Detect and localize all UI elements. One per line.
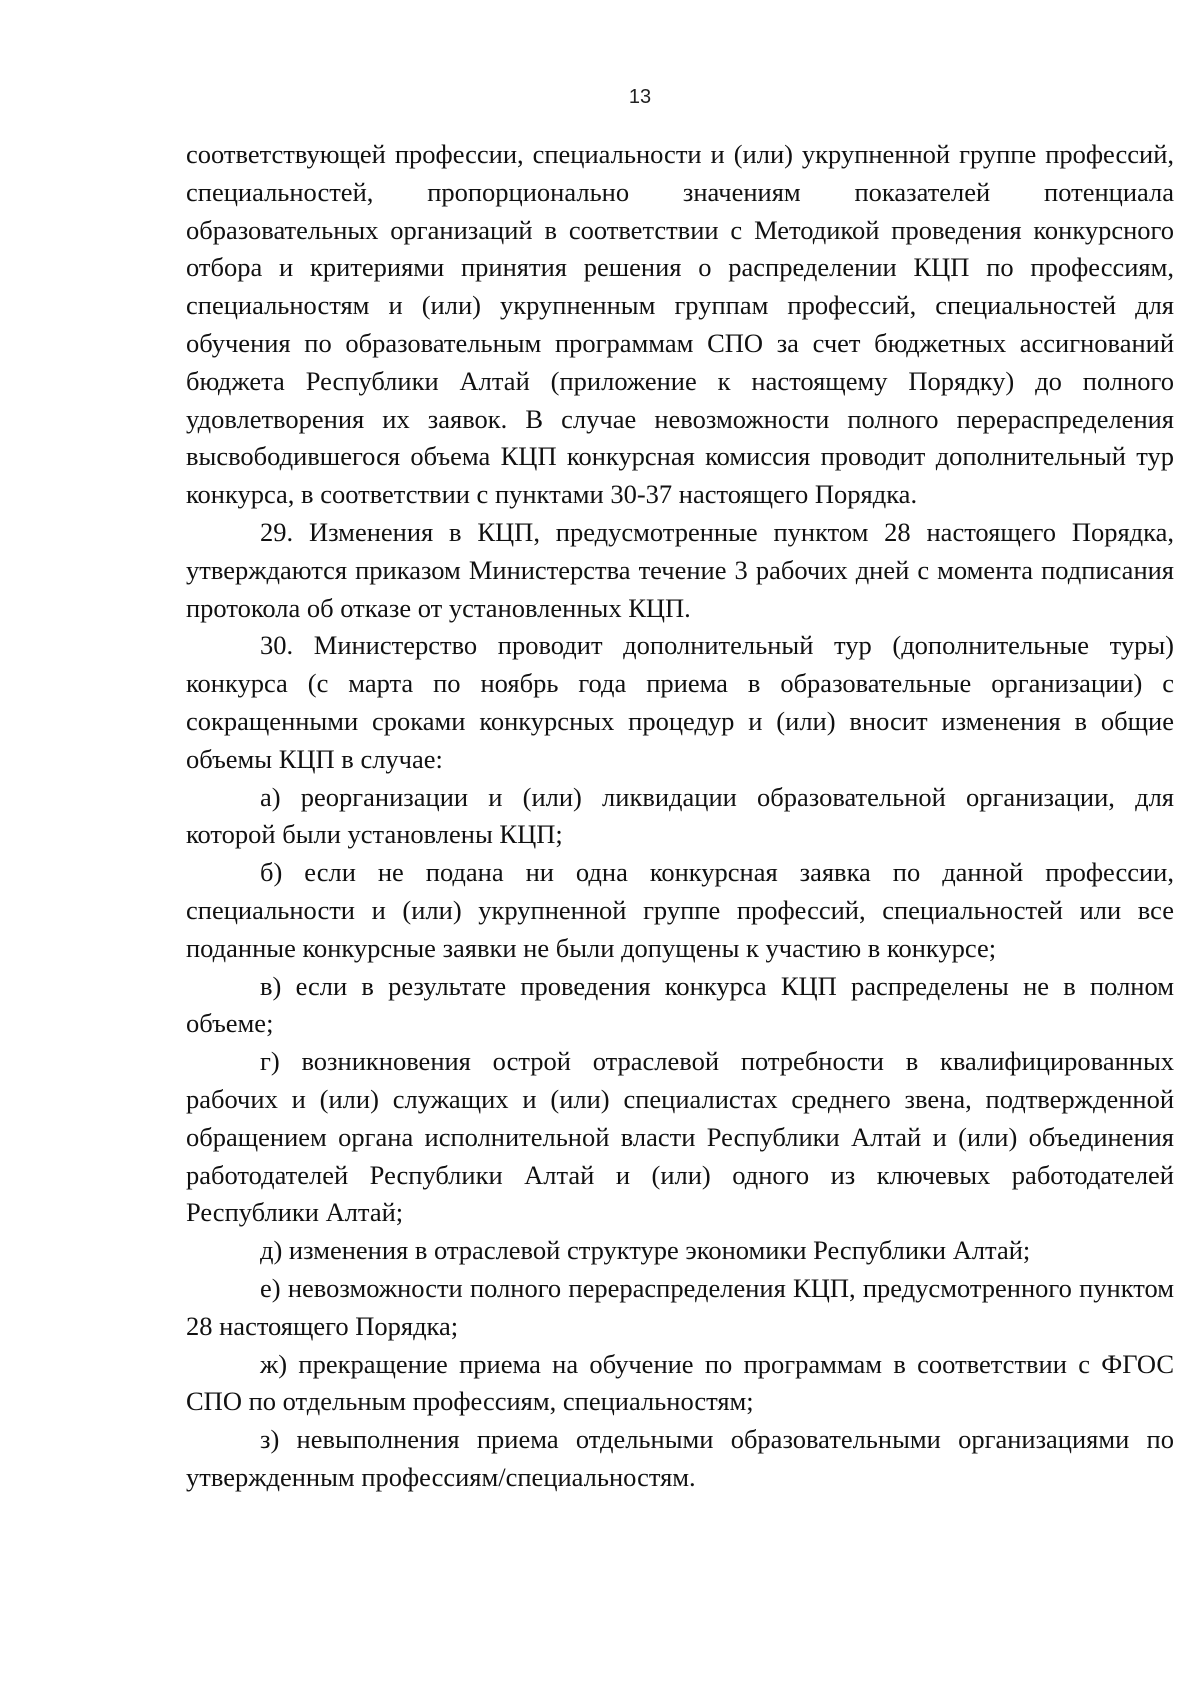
- subitem-a: а) реорганизации и (или) ликвидации образовательной организации, для которой были установлены КЦП;: [186, 781, 1174, 850]
- subitem-d: д) изменения в отраслевой структуре экономики Республики Алтай;: [260, 1235, 1031, 1266]
- subitem-e: е) невозможности полного перераспределения КЦП, предусмотренного пунктом 28 настоящего Порядка;: [186, 1272, 1174, 1341]
- subitem-zh: ж) прекращение приема на обучение по программам в соответствии с ФГОС СПО по отдельным профессиям, специальностям;: [186, 1348, 1174, 1417]
- paragraph-continuation: соответствующей профессии, специальности и (или) укрупненной группе профессий, специальностей, пропорционально значениям показателей потенциала образовательных организаций в соответствии с Методикой проведения конкурсного отбора и критериями принятия решения о распределении КЦП по профессиям, специальностям и (или) укрупненным группам профессий, специальностей для обучения по образовательным программам СПО за счет бюджетных ассигнований бюджета Республики Алтай (приложение к настоящему Порядку) до полного удовлетворения их заявок. В случае невозможности полного перераспределения высвободившегося объема КЦП конкурсная комиссия проводит дополнительный тур конкурса, в соответствии с пунктами 30-37 настоящего Порядка.: [186, 139, 1174, 510]
- paragraph-item-30: 30. Министерство проводит дополнительный тур (дополнительные туры) конкурса (с марта по ноябрь года приема в образовательные организации) с сокращенными сроками конкурсных процедур и (или) вносит изменения в общие объемы КЦП в случае:: [186, 630, 1174, 774]
- subitem-g: г) возникновения острой отраслевой потребности в квалифицированных рабочих и (или) служащих и (или) специалистах среднего звена, подтвержденной обращением органа исполнительной власти Республики Алтай и (или) объединения работодателей Республики Алтай и (или) одного из ключевых работодателей Республики Алтай;: [186, 1046, 1174, 1228]
- subitem-v: в) если в результате проведения конкурса КЦП распределены не в полном объеме;: [186, 970, 1174, 1039]
- paragraph-item-29: 29. Изменения в КЦП, предусмотренные пунктом 28 настоящего Порядка, утверждаются приказом Министерства течение 3 рабочих дней с момента подписания протокола об отказе от установленных КЦП.: [186, 516, 1174, 623]
- subitem-b: б) если не подана ни одна конкурсная заявка по данной профессии, специальности и (или) укрупненной группе профессий, специальностей или все поданные конкурсные заявки не были допущены к участию в конкурсе;: [186, 857, 1174, 963]
- subitem-z: з) невыполнения приема отдельными образовательными организациями по утвержденным профессиям/специальностям.: [186, 1424, 1174, 1492]
- document-body: [186, 136, 1174, 1497]
- page-number: 13: [628, 86, 652, 108]
